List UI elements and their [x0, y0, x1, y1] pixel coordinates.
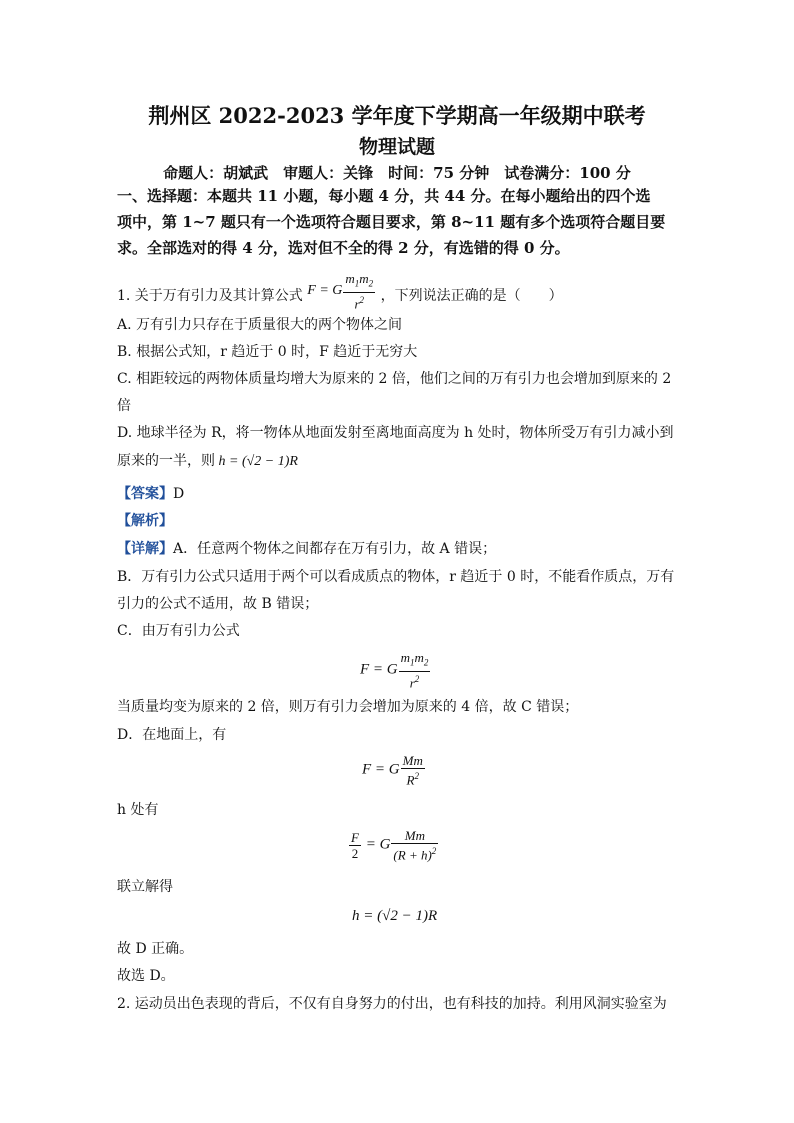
option-d-formula: h = (√2 − 1)R	[215, 454, 298, 469]
option-a: A. 万有引力只存在于质量很大的两个物体之间	[117, 317, 403, 333]
answer-tag: 【答案】	[117, 486, 173, 502]
gravitation-formula-inline: F = G $\frac{m_1m_2}{r^2}$	[307, 271, 374, 311]
option-c-line-2: 倍	[117, 398, 131, 414]
detail-tag: 【详解】	[117, 541, 173, 557]
question-1-stem	[117, 271, 563, 317]
page-title: 荆州区 2022-2023 学年度下学期高一年级期中联考	[148, 103, 646, 128]
question-2-stem: 2. 运动员出色表现的背后，不仅有自身努力的付出，也有科技的加持。利用风洞实验室为	[117, 996, 667, 1012]
option-d-line-2-text: 原来的一半，则	[117, 453, 215, 469]
detail-b-line-2: 引力的公式不适用，故 B 错误；	[117, 596, 319, 612]
gravitation-formula-display-1: F = G $\frac{m_1m_2}{r^2}$	[360, 650, 429, 690]
detail-c-line-2: 当质量均变为原来的 2 倍，则万有引力会增加为原来的 4 倍，故 C 错误；	[117, 699, 579, 715]
question-1-stem-pre: 1. 关于万有引力及其计算公式	[117, 288, 303, 305]
analysis-tag: 【解析】	[117, 513, 173, 529]
conclusion: 故选 D。	[117, 968, 175, 984]
option-d-line-1: D. 地球半径为 R，将一物体从地面发射至离地面高度为 h 处时，物体所受万有引力减小到	[117, 425, 674, 441]
answer-line	[117, 485, 184, 503]
subject-title: 物理试题	[358, 136, 435, 158]
gravitation-formula-height: $\frac{F}{2}$ = G $\frac{Mm}{(R + h)^2}$	[351, 828, 437, 863]
detail-a-text: A．任意两个物体之间都存在万有引力，故 A 错误；	[173, 541, 497, 557]
question-1-stem-post: ，下列说法正确的是（ ）	[380, 288, 563, 305]
detail-d-line-2: h 处有	[117, 802, 159, 818]
detail-d-line-4: 故 D 正确。	[117, 941, 194, 957]
option-b: B. 根据公式知，r 趋近于 0 时，F 趋近于无穷大	[117, 344, 418, 360]
detail-a	[117, 540, 496, 558]
exam-info: 命题人：胡斌武 审题人：关锋 时间：75 分钟 试卷满分：100 分	[163, 164, 631, 182]
answer-value: D	[173, 486, 185, 502]
detail-d-line-3: 联立解得	[117, 879, 173, 895]
option-c-line-1: C. 相距较远的两物体质量均增大为原来的 2 倍，他们之间的万有引力也会增加到原来的 2	[117, 371, 672, 387]
section-instructions-line-3: 求。全部选对的得 4 分，选对但不全的得 2 分，有选错的得 0 分。	[117, 239, 570, 257]
detail-d-line-1: D．在地面上，有	[117, 727, 227, 743]
height-solution-formula: h = (√2 − 1)R	[352, 908, 438, 924]
section-instructions-line-1: 一、选择题：本题共 11 小题，每小题 4 分，共 44 分。在每小题给出的四个选	[117, 187, 651, 205]
detail-c-line-1: C．由万有引力公式	[117, 623, 240, 639]
gravitation-formula-surface: F = G $\frac{Mm}{R^2}$	[362, 753, 423, 788]
option-d-line-2	[117, 452, 298, 471]
detail-b-line-1: B．万有引力公式只适用于两个可以看成质点的物体，r 趋近于 0 时，不能看作质点，万有	[117, 569, 675, 585]
section-instructions-line-2: 项中，第 1~7 题只有一个选项符合题目要求，第 8~11 题有多个选项符合题目要	[117, 213, 666, 231]
